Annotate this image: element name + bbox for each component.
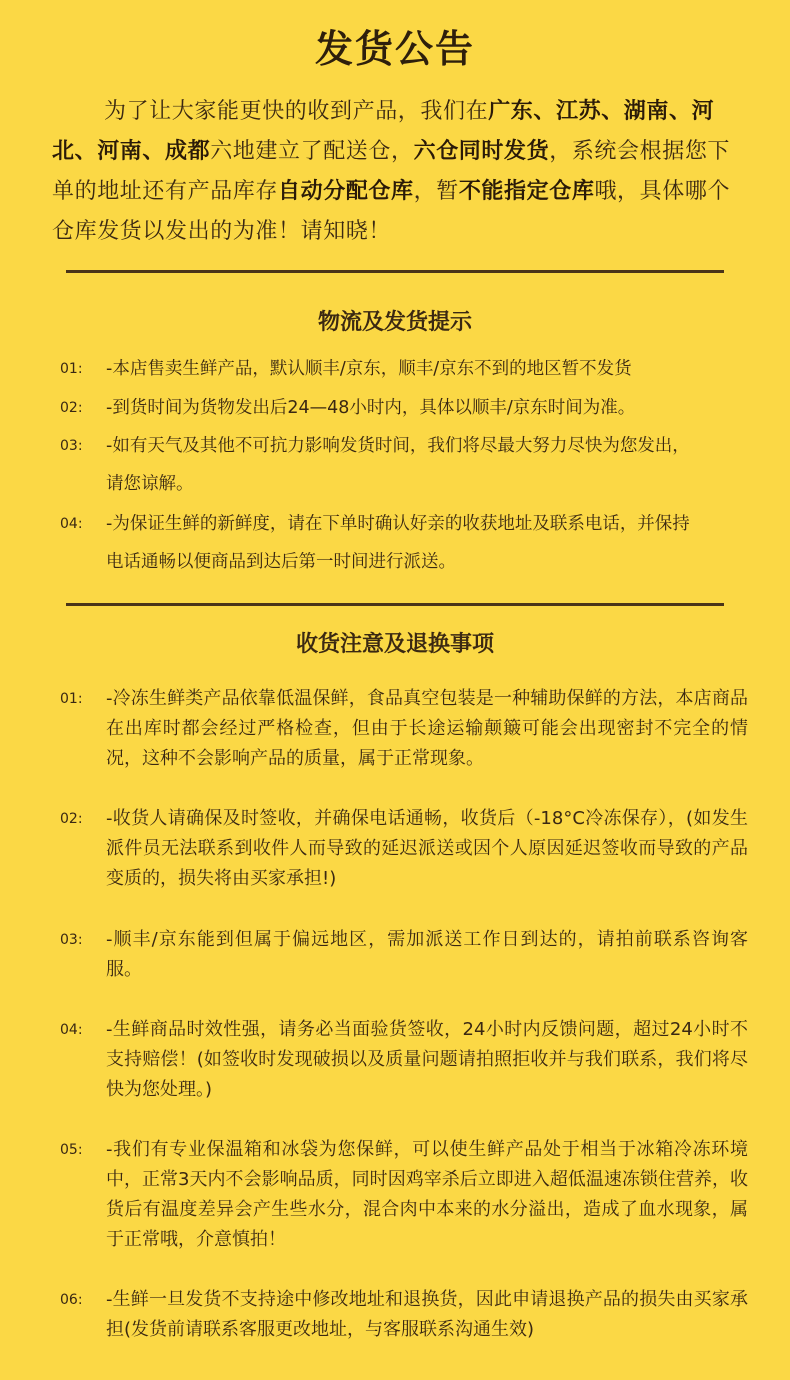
- intro-bold-auto-assign: 自动分配仓库: [278, 179, 414, 204]
- intro-text-2: 六地建立了配送仓，: [210, 139, 414, 164]
- item-number: 04:: [60, 516, 83, 532]
- intro-bold-six-warehouses: 六仓同时发货: [413, 139, 550, 164]
- divider: [66, 270, 724, 273]
- item-number: 01:: [60, 691, 83, 707]
- item-number: 01:: [60, 361, 83, 377]
- page-title: 发货公告: [314, 27, 475, 71]
- item-number: 03:: [60, 438, 83, 454]
- section-heading-returns: 收货注意及退换事项: [295, 632, 494, 657]
- item-number: 02:: [60, 811, 83, 827]
- item-text: -顺丰/京东能到但属于偏远地区，需加派送工作日到达的，请拍前联系咨询客服。: [106, 929, 748, 980]
- item-text: -如有天气及其他不可抗力影响发货时间，我们将尽最大努力尽快为您发出，请您谅解。: [106, 436, 690, 494]
- item-number: 03:: [60, 932, 83, 948]
- intro-text-4: ，暂: [413, 179, 459, 204]
- intro-text-1: 为了让大家能更快的收到产品，我们在: [104, 99, 489, 124]
- section-heading-logistics: 物流及发货提示: [317, 310, 472, 335]
- intro-bold-no-choose: 不能指定仓库: [458, 179, 595, 204]
- item-text: -冷冻生鲜类产品依靠低温保鲜，食品真空包装是一种辅助保鲜的方法，本店商品在出库时都会经过严格检查，但由于长途运输颠簸可能会出现密封不完全的情况，这种不会影响产品的质量，属于正常现象。: [106, 688, 748, 769]
- intro-bold-regions: 广东、江苏、湖南、河北、河南、成都: [52, 99, 715, 164]
- divider: [66, 603, 724, 606]
- item-number: 04:: [60, 1022, 83, 1038]
- item-text: -本店售卖生鲜产品，默认顺丰/京东，顺丰/京东不到的地区暂不发货: [106, 359, 632, 379]
- item-number: 06:: [60, 1292, 83, 1308]
- item-text: -收货人请确保及时签收，并确保电话通畅，收货后（-18°C冷冻保存），(如发生派件员无法联系到收件人而导致的延迟派送或因个人原因延迟签收而导致的产品变质的，损失将由买家承担!): [106, 808, 748, 889]
- intro-text-3: ，系统会根据您下单的地址还有产品库存: [52, 139, 731, 204]
- item-number: 02:: [60, 400, 83, 416]
- item-text: -生鲜一旦发货不支持途中修改地址和退换货，因此申请退换产品的损失由买家承担(发货前请联系客服更改地址，与客服联系沟通生效): [106, 1289, 748, 1340]
- item-number: 05:: [60, 1142, 83, 1158]
- item-text: -我们有专业保温箱和冰袋为您保鲜，可以使生鲜产品处于相当于冰箱冷冻环境中，正常3天内不会影响品质，同时因鸡宰杀后立即进入超低温速冻锁住营养，收货后有温度差异会产生些水分，混合肉中本来的水分溢出，造成了血水现象，属于正常哦，介意慎拍！: [106, 1139, 748, 1250]
- intro-text-5: 哦，具体哪个仓库发货以发出的为准！请知晓！: [52, 179, 731, 244]
- item-text: -生鲜商品时效性强，请务必当面验货签收，24小时内反馈问题，超过24小时不支持赔偿！(如签收时发现破损以及质量问题请拍照拒收并与我们联系，我们将尽快为您处理。): [106, 1019, 748, 1100]
- intro-paragraph: [52, 92, 752, 252]
- item-text: -为保证生鲜的新鲜度，请在下单时确认好亲的收获地址及联系电话，并保持电话通畅以便商品到达后第一时间进行派送。: [106, 514, 690, 572]
- item-text: -到货时间为货物发出后24—48小时内，具体以顺丰/京东时间为准。: [106, 398, 636, 418]
